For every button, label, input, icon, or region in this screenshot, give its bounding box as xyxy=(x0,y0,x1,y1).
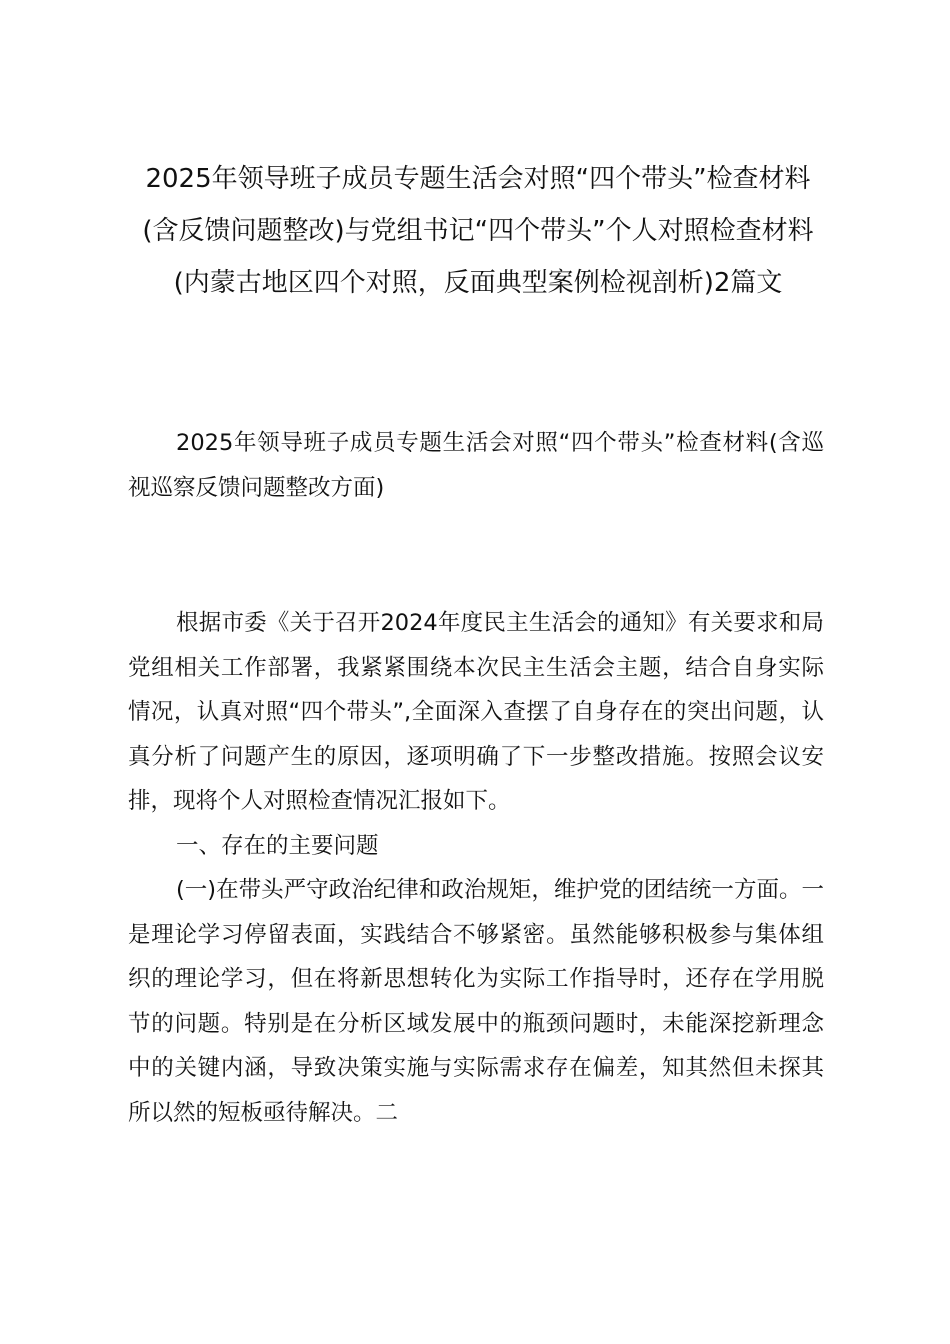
document-body xyxy=(128,601,824,1135)
document-subtitle: 2025年领导班子成员专题生活会对照“四个带头”检查材料(含巡视巡察反馈问题整改方面) xyxy=(128,430,824,501)
section-heading-problems: 一、存在的主要问题 xyxy=(176,832,379,859)
paragraph-problem-1: (一)在带头严守政治纪律和政治规矩，维护党的团结统一方面。一是理论学习停留表面，实践结合不够紧密。虽然能够积极参与集体组织的理论学习，但在将新思想转化为实际工作指导时，还存在学用脱节的问题。特别是在分析区域发展中的瓶颈问题时，未能深挖新理念中的关键内涵，导致决策实施与实际需求存在偏差，知其然但未探其所以然的短板亟待解决。二 xyxy=(128,877,824,1126)
paragraph-intro: 根据市委《关于召开2024年度民主生活会的通知》有关要求和局党组相关工作部署，我紧紧围绕本次民主生活会主题，结合自身实际情况，认真对照“四个带头”,全面深入查摆了自身存在的突出问题，认真分析了问题产生的原因，逐项明确了下一步整改措施。按照会议安排，现将个人对照检查情况汇报如下。 xyxy=(128,610,824,814)
document-title: 2025年领导班子成员专题生活会对照“四个带头”检查材料(含反馈问题整改)与党组书记“四个带头”个人对照检查材料(内蒙古地区四个对照，反面典型案例检视剖析)2篇文 xyxy=(142,164,814,298)
